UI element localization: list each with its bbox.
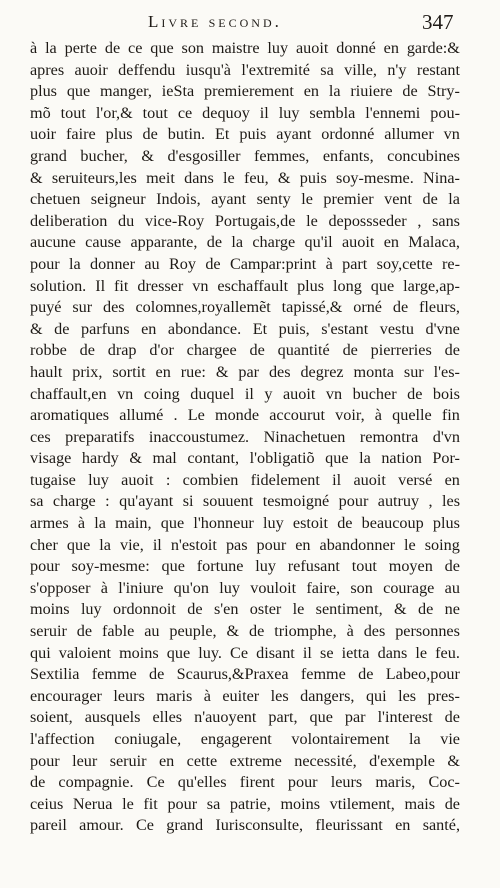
text-line: hault prix, sortit en rue: & par des degrez monta sur l'es- <box>30 362 460 381</box>
text-line: l'affection coniugale, engagerent volontairement la vie <box>30 730 460 748</box>
text-line: pour la donner au Roy de Campar:print à part soy,cette re- <box>30 254 460 273</box>
body-text <box>30 38 460 837</box>
text-line: visage hardy & mal contant, l'obligatiõ que la nation Por- <box>30 449 460 468</box>
text-line: puyé sur des colomnes,royallemẽt tapissé,& orné de fleurs, <box>30 298 460 317</box>
text-line: robbe de drap d'or chargee de quantité de pierreries de <box>30 341 460 360</box>
text-line: qui valoient moins que luy. Ce disant il se ietta dans le feu. <box>30 643 460 662</box>
text-line: soient, ausquels elles n'auoyent part, que par l'interest de <box>30 708 460 727</box>
running-head <box>0 10 500 34</box>
text-line: solution. Il fit dresser vn eschaffault plus long que large,ap- <box>30 276 460 295</box>
text-line: & de parfuns en abondance. Et puis, s'estant vestu d'vne <box>30 319 460 338</box>
text-line: seruir de fable au peuple, & de triomphe, à des personnes <box>30 622 460 641</box>
text-line: à la perte de ce que son maistre luy auoit donné en garde:& <box>30 39 460 57</box>
running-title: Livre second. <box>148 12 282 31</box>
text-line: mõ tout l'or,& tout ce dequoy il luy sembla l'ennemi pou- <box>30 103 460 122</box>
text-line: pareil amour. Ce grand Iurisconsulte, fleurissant en santé, <box>30 816 460 835</box>
text-line: de compagnie. Ce qu'elles firent pour leurs maris, Coc- <box>30 773 460 792</box>
text-line: chetuen seigneur Indois, ayant senty le premier vent de la <box>30 190 460 209</box>
text-line: cher que la vie, il n'estoit pas pour en abandonner le soing <box>30 535 460 554</box>
text-line: deliberation du vice-Roy Portugais,de le depossseder , sans <box>30 211 460 230</box>
text-line: armes à la main, que l'honneur luy estoit de beaucoup plus <box>30 514 460 533</box>
text-line: sa charge : qu'ayant si souuent tesmoigné pour autruy , les <box>30 492 460 511</box>
text-line: uoir faire plus de butin. Et puis ayant ordonné allumer vn <box>30 125 460 144</box>
text-line: ceius Nerua le fit pour sa patrie, moins vtilement, mais de <box>30 794 460 813</box>
text-line: pour leur seruir en cette extreme necessité, d'exemple & <box>30 751 460 770</box>
text-line: moins luy ordonnoit de s'en oster le sentiment, & de ne <box>30 600 460 619</box>
text-line: apres auoir deffendu iusqu'à l'extremité sa ville, n'y restant <box>30 60 460 79</box>
text-line: Sextilia femme de Scaurus,&Praxea femme de Labeo,pour <box>30 665 460 684</box>
text-line: ces preparatifs inaccoustumez. Ninachetuen remontra d'vn <box>30 427 460 446</box>
text-line: tugaise luy auoit : combien fidelement il auoit versé en <box>30 470 460 489</box>
page-number: 347 <box>422 10 454 34</box>
text-line: plus que manger, ieSta premierement en la riuiere de Stry- <box>30 82 460 101</box>
text-line: aromatiques allumé . Le monde accourut voir, à quelle fin <box>30 406 460 425</box>
text-line: s'opposer à l'iniure qu'on luy vouloit faire, son courage au <box>30 578 460 597</box>
text-line: grand bucher, & d'esgosiller femmes, enfants, concubines <box>30 146 460 165</box>
text-line: aucune cause apparante, de la charge qu'il auoit en Malaca, <box>30 233 460 252</box>
text-line: encourager leurs maris à euiter les dangers, qui les pres- <box>30 686 460 705</box>
text-line: & seruiteurs,les meit dans le feu, & puis soy-mesme. Nina- <box>30 168 460 187</box>
text-line: chaffault,en vn coing duquel il y auoit vn bucher de bois <box>30 384 460 403</box>
text-line: pour soy-mesme: que fortune luy refusant tout moyen de <box>30 557 460 576</box>
